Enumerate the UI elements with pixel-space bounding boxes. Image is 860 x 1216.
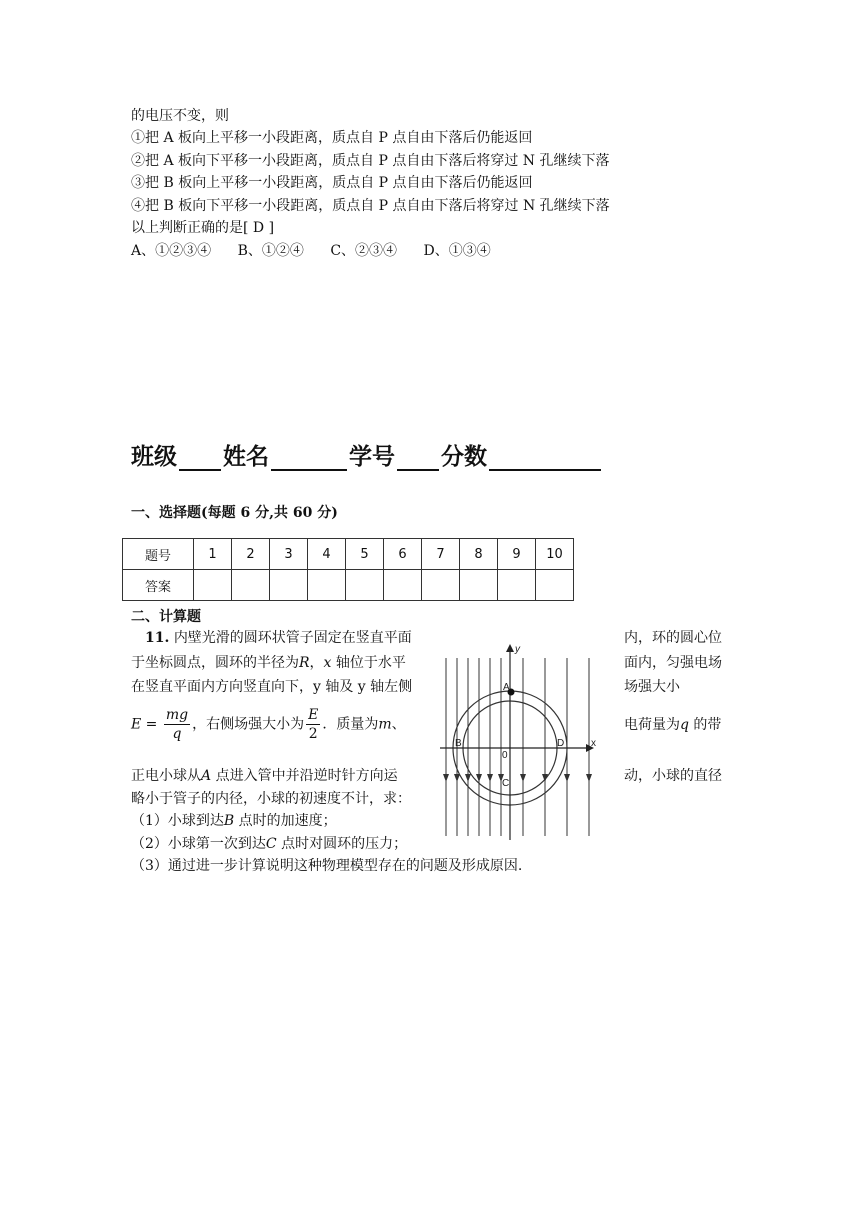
student-info-header (131, 438, 603, 471)
option-3: ③把 B 板向上平移一小段距离，质点自 P 点自由下落后仍能返回 (131, 175, 533, 191)
table-cell: 5 (346, 539, 384, 570)
problem-text: 的带 (688, 717, 722, 733)
answer-cell[interactable] (422, 570, 460, 601)
class-label: 班级 (131, 444, 177, 470)
answer-cell[interactable] (232, 570, 270, 601)
fraction-e-over-2 (306, 706, 320, 743)
answer-choices (131, 240, 513, 262)
problem-line: 略小于管子的内径，小球的初速度不计，求： (131, 791, 411, 807)
problem-text: 电荷量为 (624, 717, 680, 733)
problem-line-right (624, 714, 721, 736)
problem-line-right: 内，环的圆心位 (624, 630, 722, 646)
option-2: ②把 A 板向下平移一小段距离，质点自 P 点自由下落后将穿过 N 孔继续下落 (131, 153, 610, 169)
point-b-label: B (455, 738, 462, 749)
problem-text: 于坐标圆点，圆环的半径为 (131, 655, 299, 671)
problem-text: 正电小球从 (131, 768, 201, 784)
problem-text: 轴位于水平 (331, 655, 406, 671)
table-row (123, 570, 574, 601)
problem-text: 、 (391, 716, 406, 733)
equals: = (141, 716, 162, 733)
var-m: m (378, 716, 392, 733)
var-r: R (299, 655, 310, 671)
name-label: 姓名 (223, 444, 269, 470)
table-cell: 3 (270, 539, 308, 570)
table-cell: 8 (460, 539, 498, 570)
choice-d: D、①③④ (423, 243, 491, 259)
table-cell: 4 (308, 539, 346, 570)
answer-cell[interactable] (270, 570, 308, 601)
sub-question-1 (131, 810, 337, 832)
choice-b: B、①②④ (237, 243, 304, 259)
problem-number: 11. (145, 630, 170, 646)
field-arrows (443, 774, 592, 782)
problem-text: 点进入管中并沿逆时针方向运 (211, 768, 398, 784)
sub-question-3: （3）通过进一步计算说明这种物理模型存在的问题及形成原因. (131, 858, 523, 874)
problem-line-right: 动，小球的直径 (624, 768, 722, 784)
problem-text: 点时对圆环的压力； (276, 836, 408, 852)
table-cell: 7 (422, 539, 460, 570)
var-q: q (680, 717, 689, 733)
problem-line (131, 765, 398, 787)
field-ring-diagram (440, 640, 610, 840)
y-axis-label: y (515, 644, 520, 655)
table-cell: 题号 (123, 539, 194, 570)
table-cell: 答案 (123, 570, 194, 601)
answer-cell[interactable] (346, 570, 384, 601)
class-blank[interactable] (179, 447, 221, 471)
choice-a: A、①②③④ (131, 243, 212, 259)
denominator: q (172, 726, 182, 742)
table-cell: 2 (232, 539, 270, 570)
problem-text: ， (309, 655, 324, 671)
section-2-title: 二、计算题 (131, 609, 201, 625)
section-1-title: 一、选择题(每题 6 分,共 60 分) (131, 505, 338, 521)
problem-line (145, 627, 412, 649)
problem-line: 在竖直平面内方向竖直向下，y 轴及 y 轴左侧 (131, 679, 413, 695)
problem-line-right: 场强大小 (624, 679, 680, 695)
problem-line (131, 652, 406, 674)
table-cell: 1 (194, 539, 232, 570)
answer-cell[interactable] (194, 570, 232, 601)
id-label: 学号 (349, 444, 395, 470)
numerator: E (308, 707, 319, 723)
numerator: mg (165, 707, 189, 723)
y-axis-arrow-icon (506, 644, 514, 652)
table-cell: 9 (498, 539, 536, 570)
var-c: C (265, 836, 277, 852)
answer-cell[interactable] (384, 570, 422, 601)
score-blank[interactable] (489, 447, 601, 471)
point-a-label: A (503, 682, 510, 693)
var-a: A (201, 768, 212, 784)
problem-text: ，右侧场强大小为 (192, 716, 305, 733)
answer-cell[interactable] (308, 570, 346, 601)
fraction-mg-over-q (164, 706, 190, 743)
answer-table (122, 538, 574, 601)
text-line: 的电压不变，则 (131, 108, 229, 124)
problem-text: （2）小球第一次到达 (131, 836, 266, 852)
problem-text: ．质量为 (322, 716, 379, 733)
point-c-label: C (502, 778, 510, 789)
name-blank[interactable] (271, 447, 347, 471)
problem-line (131, 706, 406, 743)
denominator: 2 (308, 726, 318, 742)
id-blank[interactable] (397, 447, 439, 471)
answer-cell[interactable] (498, 570, 536, 601)
table-cell: 10 (536, 539, 574, 570)
choice-c: C、②③④ (330, 243, 398, 259)
score-label: 分数 (441, 444, 487, 470)
judgement-line: 以上判断正确的是[ D ] (131, 220, 275, 236)
var-x: x (323, 655, 332, 671)
answer-cell[interactable] (536, 570, 574, 601)
sub-question-2 (131, 833, 407, 855)
point-d-label: D (557, 738, 565, 749)
option-4: ④把 B 板向下平移一小段距离，质点自 P 点自由下落后将穿过 N 孔继续下落 (131, 198, 610, 214)
x-axis-label: x (591, 738, 596, 749)
problem-text: 内壁光滑的圆环状管子固定在竖直平面 (173, 630, 412, 646)
var-e: E (131, 716, 142, 733)
var-b: B (223, 813, 235, 829)
answer-cell[interactable] (460, 570, 498, 601)
problem-text: 点时的加速度； (234, 813, 337, 829)
origin-label: 0 (502, 750, 508, 761)
table-cell: 6 (384, 539, 422, 570)
table-row (123, 539, 574, 570)
problem-line-right: 面内，匀强电场 (624, 655, 722, 671)
option-1: ①把 A 板向上平移一小段距离，质点自 P 点自由下落后仍能返回 (131, 130, 533, 146)
problem-text: （1）小球到达 (131, 813, 224, 829)
